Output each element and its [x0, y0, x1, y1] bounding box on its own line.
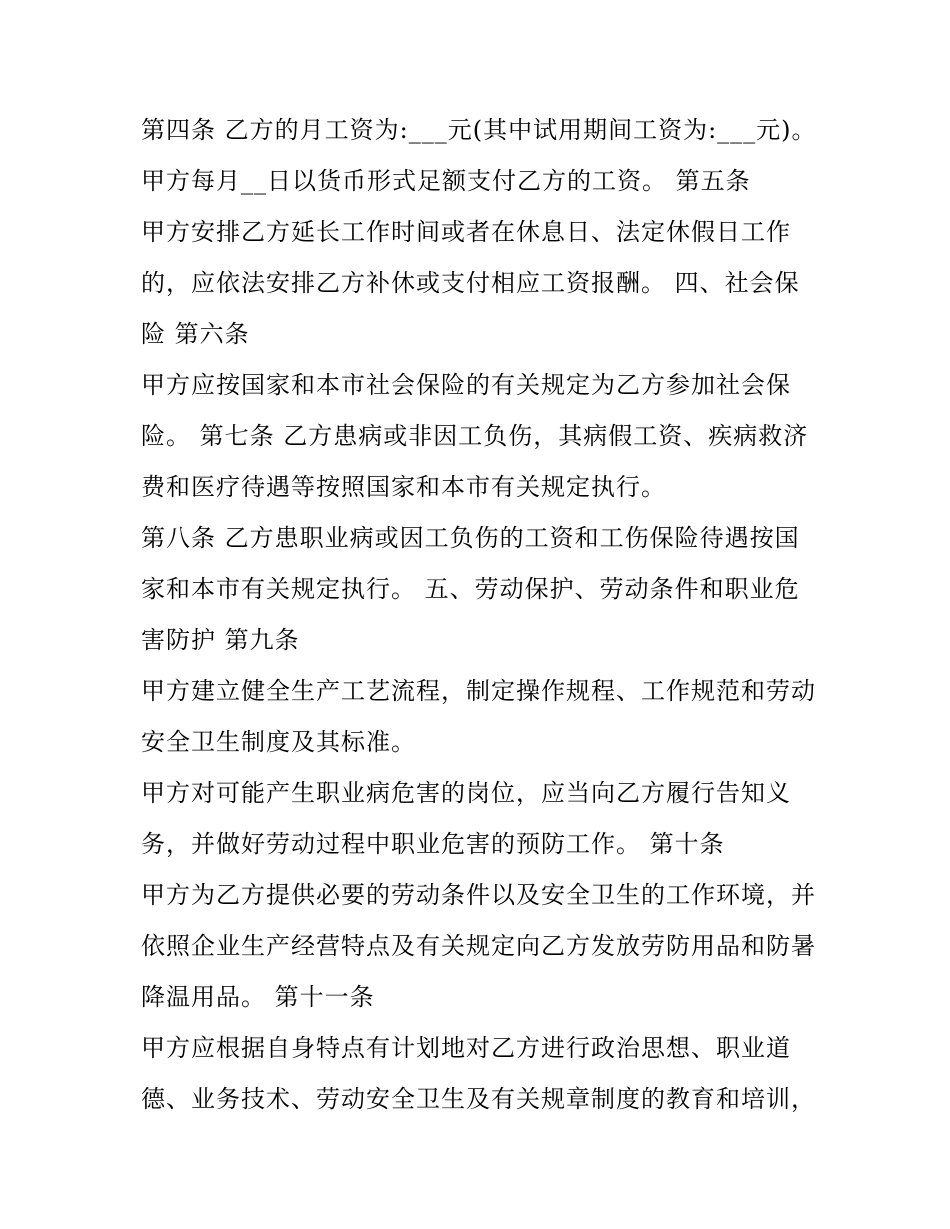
text-line: 的，应依法安排乙方补休或支付相应工资报酬。 四、社会保	[141, 269, 800, 297]
text-line: 务，并做好劳动过程中职业危害的预防工作。 第十条	[141, 830, 725, 858]
text-line: 险。 第七条 乙方患病或非因工负伤，其病假工资、疾病救济	[141, 422, 809, 450]
text-line: 甲方对可能产生职业病危害的岗位，应当向乙方履行告知义	[141, 779, 791, 807]
text-line: 甲方应根据自身特点有计划地对乙方进行政治思想、职业道	[141, 1034, 791, 1062]
text-line: 甲方建立健全生产工艺流程，制定操作规程、工作规范和劳动	[141, 677, 816, 705]
text-line: 甲方为乙方提供必要的劳动条件以及安全卫生的工作环境，并	[141, 881, 816, 909]
text-line: 第八条 乙方患职业病或因工负伤的工资和工伤保险待遇按国	[141, 524, 800, 552]
text-line: 害防护 第九条	[141, 626, 300, 654]
text-line: 德、业务技术、劳动安全卫生及有关规章制度的教育和培训，	[141, 1085, 816, 1113]
text-line: 第四条 乙方的月工资为:___元(其中试用期间工资为:___元)。	[141, 116, 817, 144]
text-line: 险 第六条	[141, 320, 250, 348]
text-line: 依照企业生产经营特点及有关规定向乙方发放劳防用品和防暑	[141, 932, 816, 960]
text-line: 安全卫生制度及其标准。	[141, 728, 416, 756]
text-line: 家和本市有关规定执行。 五、劳动保护、劳动条件和职业危	[141, 575, 800, 603]
text-line: 甲方应按国家和本市社会保险的有关规定为乙方参加社会保	[141, 371, 791, 399]
text-line: 费和医疗待遇等按照国家和本市有关规定执行。	[141, 473, 666, 501]
text-line: 甲方安排乙方延长工作时间或者在休息日、法定休假日工作	[141, 218, 791, 246]
text-line: 甲方每月__日以货币形式足额支付乙方的工资。 第五条	[141, 167, 751, 195]
text-line: 降温用品。 第十一条	[141, 983, 375, 1011]
contract-body-text	[141, 108, 831, 1128]
